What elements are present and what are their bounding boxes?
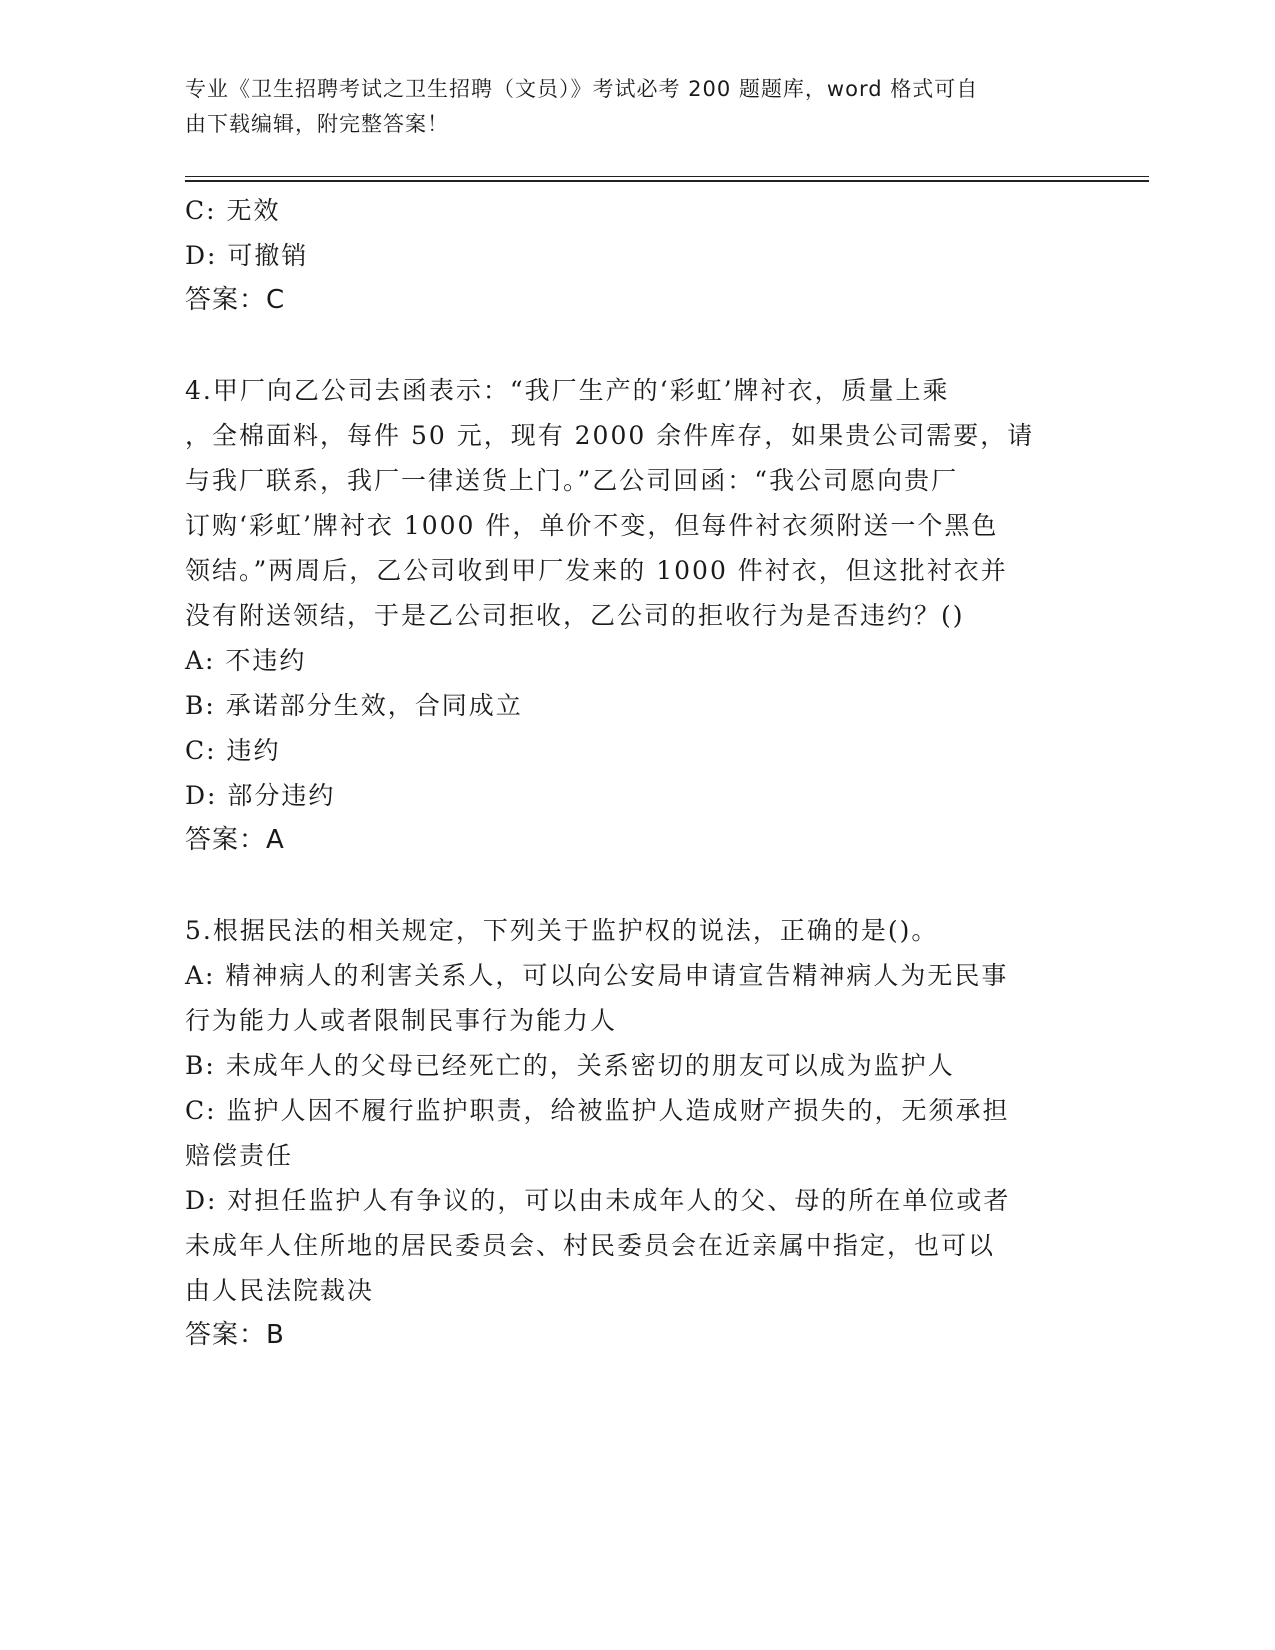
q5-question: 5.根据民法的相关规定，下列关于监护权的说法，正确的是()。 xyxy=(185,916,939,945)
q4-option-d: D: 部分违约 xyxy=(185,781,336,810)
header-line-1: 专业《卫生招聘考试之卫生招聘（文员）》考试必考 200 题题库，word 格式可自 xyxy=(185,77,979,101)
q4-answer: 答案：A xyxy=(185,825,285,855)
header-divider xyxy=(185,176,1149,182)
q4-option-a: A: 不违约 xyxy=(185,646,307,675)
q4-line-3: 与我厂联系，我厂一律送货上门。”乙公司回函：“我公司愿向贵厂 xyxy=(185,466,959,495)
q4-line-4: 订购‘彩虹’牌衬衣 1000 件，单价不变，但每件衬衣须附送一个黑色 xyxy=(185,511,999,540)
q4-option-b: B: 承诺部分生效，合同成立 xyxy=(185,691,523,720)
q5-option-c-line-1: C: 监护人因不履行监护职责，给被监护人造成财产损失的，无须承担 xyxy=(185,1096,1010,1125)
q5-option-a-line-1: A: 精神病人的利害关系人，可以向公安局申请宣告精神病人为无民事 xyxy=(185,961,1009,990)
page-header xyxy=(185,72,1065,142)
q3-answer: 答案：C xyxy=(185,285,286,315)
q5-answer: 答案：B xyxy=(185,1320,285,1350)
q5-option-a-line-2: 行为能力人或者限制民事行为能力人 xyxy=(185,1006,618,1035)
q5-option-b: B: 未成年人的父母已经死亡的，关系密切的朋友可以成为监护人 xyxy=(185,1051,955,1080)
spacer xyxy=(185,863,1065,908)
spacer xyxy=(185,323,1065,368)
header-line-2: 由下载编辑，附完整答案！ xyxy=(185,112,449,136)
question-content xyxy=(185,188,1065,1358)
q5-option-d-line-1: D: 对担任监护人有争议的，可以由未成年人的父、母的所在单位或者 xyxy=(185,1186,1011,1215)
q5-option-d-line-2: 未成年人住所地的居民委员会、村民委员会在近亲属中指定，也可以 xyxy=(185,1231,996,1260)
q4-option-c: C: 违约 xyxy=(185,736,281,765)
q3-option-c: C: 无效 xyxy=(185,196,281,225)
q5-option-c-line-2: 赔偿责任 xyxy=(185,1141,294,1170)
q4-line-1: 4.甲厂向乙公司去函表示：“我厂生产的‘彩虹’牌衬衣，质量上乘 xyxy=(185,376,950,405)
q4-line-5: 领结。”两周后，乙公司收到甲厂发来的 1000 件衬衣，但这批衬衣并 xyxy=(185,556,1008,585)
q5-option-d-line-3: 由人民法院裁决 xyxy=(185,1276,375,1305)
q4-line-2: ，全棉面料，每件 50 元，现有 2000 余件库存，如果贵公司需要，请 xyxy=(185,421,1035,450)
q4-line-6: 没有附送领结，于是乙公司拒收，乙公司的拒收行为是否违约？() xyxy=(185,601,965,630)
q3-option-d: D: 可撤销 xyxy=(185,241,309,270)
